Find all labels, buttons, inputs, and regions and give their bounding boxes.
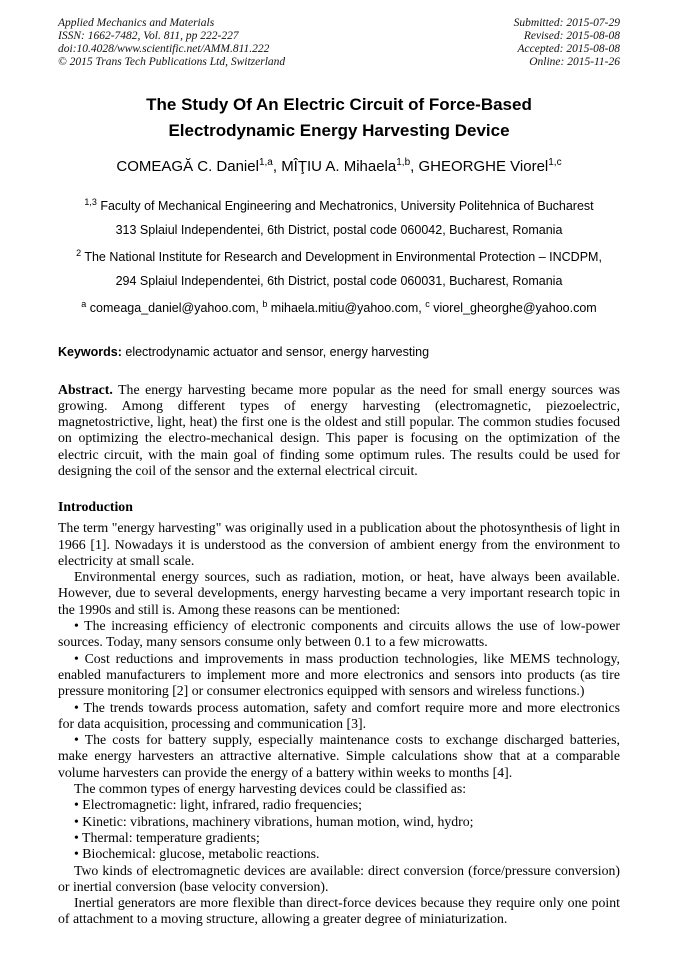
affiliation-line-4 <box>58 270 620 294</box>
keywords-line <box>58 344 620 360</box>
intro-paragraph-1: The term "energy harvesting" was originally used in a publication about the photosynthesis of light in 1966 [1]. Nowadays it is understood as the conversion of ambient energy from the environment to electricity at small scale. <box>58 520 620 568</box>
affiliation-text-4: 294 Splaiul Independentei, 6th District, postal code 060031, Bucharest, Romania <box>115 273 563 288</box>
intro-paragraph-classification: The common types of energy harvesting devices could be classified as: <box>74 781 467 797</box>
affiliation-text-2: 313 Splaiul Independentei, 6th District, postal code 060042, Bucharest, Romania <box>115 222 563 237</box>
affiliation-line-1 <box>58 191 620 219</box>
author-name-2: MÎŢIU A. Mihaela <box>281 158 397 175</box>
email-address-a: comeaga_daniel@yahoo.com, <box>86 301 263 315</box>
journal-info-block <box>58 17 285 69</box>
author-name-1: COMEAGĂ C. Daniel <box>116 158 259 175</box>
intro-bullet-thermal: • Thermal: temperature gradients; <box>74 829 260 845</box>
intro-bullet-low-power: • The increasing efficiency of electronic components and circuits allows the use of low-power sources. Today, many sensors consume only between 0.1 to a few microwatts. <box>58 618 620 650</box>
revised-date: Revised: 2015-08-08 <box>523 30 620 42</box>
intro-bullet-cost-reductions: • Cost reductions and improvements in mass production technologies, like MEMS technology, enabled manufacturers to implement more and more electronics and sensors into products (as tire pressure monitoring [2] or consumer electronics equipped with sensors and wireless functions.) <box>58 650 620 699</box>
journal-name: Applied Mechanics and Materials <box>58 17 215 29</box>
author-affil-marker-2: 1,b <box>396 157 411 168</box>
paper-title-line-2: Electrodynamic Energy Harvesting Device <box>168 121 510 140</box>
author-affil-marker-3: 1,c <box>548 157 562 168</box>
affiliation-text-1: Faculty of Mechanical Engineering and Mechatronics, University Politehnica of Bucharest <box>96 199 594 213</box>
abstract-text: The energy harvesting became more popular as the need for small energy sources was growing. Among different types of energy harvesting (electromagnetic, piezoelectric, magnetostrictive, light, heat) the first one is the oldest and still popular. The common studies focused on optimizing the electro-mechanical design. This paper is focusing on the optimization of the electric circuit, with the main goal of finding some optimum rules. The results could be used for designing the coil of the sensor and the external electrical circuit. <box>58 381 620 478</box>
author-name-3: GHEORGHE Viorel <box>418 158 549 175</box>
email-marker-b: b <box>262 299 268 309</box>
affiliations-block <box>58 191 620 321</box>
affiliation-text-3: The National Institute for Research and Development in Environmental Protection – INCDPM, <box>81 250 602 264</box>
author-separator-2: , <box>410 158 419 175</box>
emails-line <box>58 293 620 321</box>
email-address-b: mihaela.mitiu@yahoo.com, <box>267 301 426 315</box>
submitted-date: Submitted: 2015-07-29 <box>513 17 620 29</box>
online-date: Online: 2015-11-26 <box>529 56 620 68</box>
abstract-paragraph <box>58 382 620 480</box>
journal-header <box>58 17 620 69</box>
introduction-heading: Introduction <box>58 499 133 515</box>
submission-dates-block <box>514 17 620 69</box>
author-separator-1: , <box>272 158 282 175</box>
email-address-c: viorel_gheorghe@yahoo.com <box>429 301 597 315</box>
intro-paragraph-inertial: Inertial generators are more flexible than direct-force devices because they require only one point of attachment to a moving structure, allowing a greater degree of miniaturization. <box>58 895 620 927</box>
journal-copyright: © 2015 Trans Tech Publications Ltd, Switzerland <box>58 56 286 68</box>
abstract-label: Abstract. <box>58 381 113 397</box>
keywords-text: electrodynamic actuator and sensor, energy harvesting <box>121 344 430 359</box>
intro-bullet-automation-trends: • The trends towards process automation, safety and comfort require more and more electronics for data acquisition, processing and communication [3]. <box>58 699 620 731</box>
email-marker-c: c <box>425 299 430 309</box>
intro-bullet-battery-costs: • The costs for battery supply, especially maintenance costs to exchange discharged batteries, make energy harvesters an attractive alternative. Simple calculations show that at a comparable volume harvesters can provide the energy of a battery within weeks to months [4]. <box>58 732 620 780</box>
affiliation-marker-3: 2 <box>76 248 82 258</box>
author-affil-marker-1: 1,a <box>258 157 273 168</box>
affiliation-line-3 <box>58 242 620 270</box>
intro-bullet-biochemical: • Biochemical: glucose, metabolic reactions. <box>74 846 320 862</box>
accepted-date: Accepted: 2015-08-08 <box>517 43 620 55</box>
affiliation-line-2 <box>58 219 620 243</box>
journal-issn-volume: ISSN: 1662-7482, Vol. 811, pp 222-227 <box>58 30 239 42</box>
intro-paragraph-2: Environmental energy sources, such as radiation, motion, or heat, have always been available. However, due to several developments, energy harvesting became a very important research topic in the 1990s and still is. Among these reasons can be mentioned: <box>58 569 620 617</box>
authors-line <box>58 153 620 177</box>
keywords-label: Keywords: <box>58 344 122 359</box>
intro-bullet-kinetic: • Kinetic: vibrations, machinery vibrations, human motion, wind, hydro; <box>74 813 474 829</box>
affiliation-marker-1: 1,3 <box>84 197 97 207</box>
journal-doi: doi:10.4028/www.scientific.net/AMM.811.222 <box>58 43 270 55</box>
intro-bullet-electromagnetic: • Electromagnetic: light, infrared, radio frequencies; <box>74 797 362 813</box>
intro-paragraph-two-kinds: Two kinds of electromagnetic devices are available: direct conversion (force/pressure conversion) or inertial conversion (base velocity conversion). <box>58 862 620 894</box>
paper-title <box>58 92 620 144</box>
paper-title-line-1: The Study Of An Electric Circuit of Force-Based <box>146 95 532 114</box>
email-marker-a: a <box>81 299 87 309</box>
